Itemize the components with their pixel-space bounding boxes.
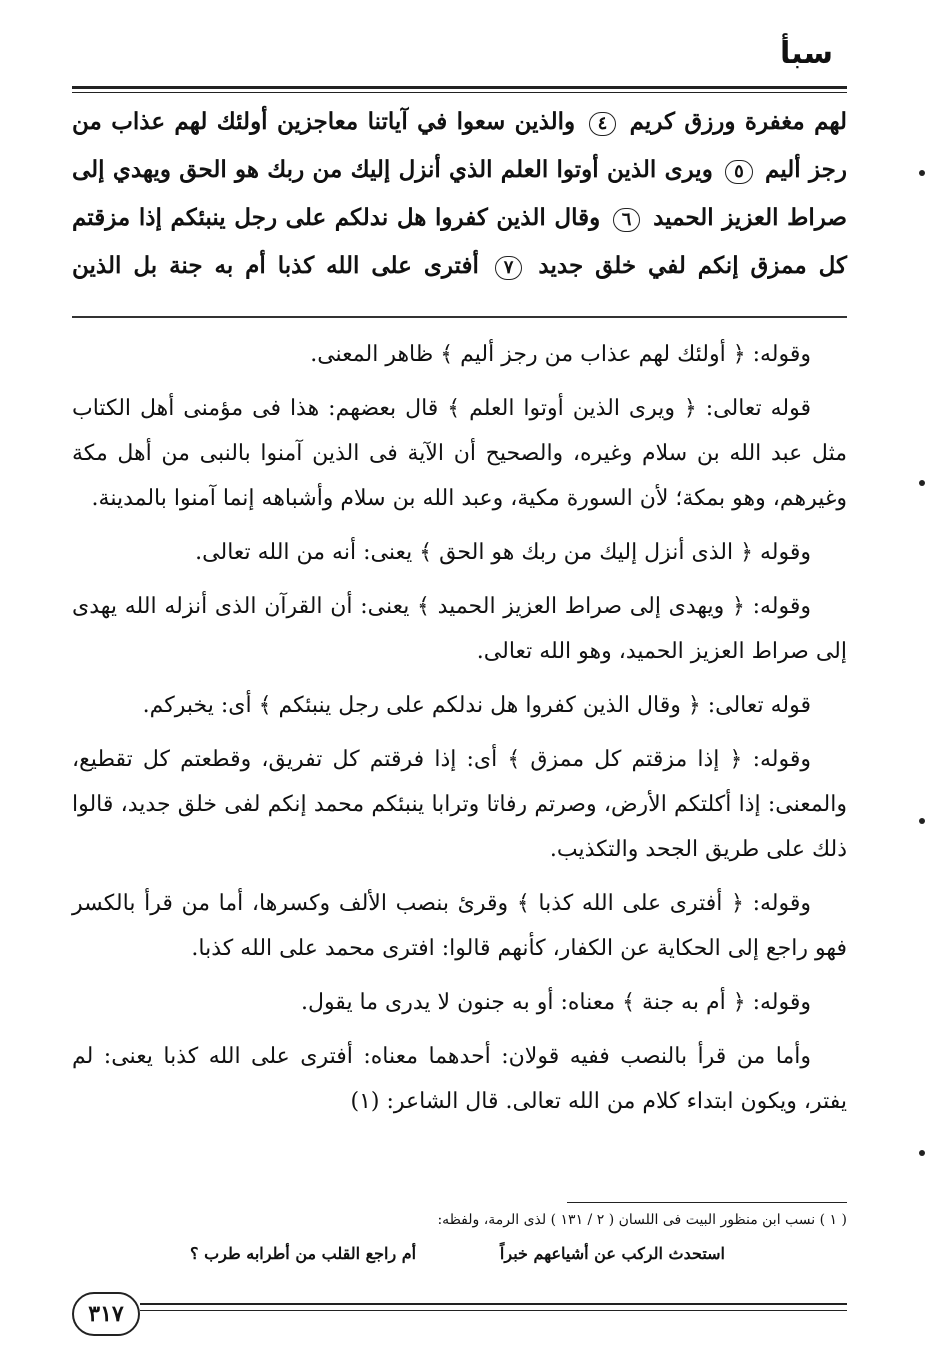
verses-divider xyxy=(72,316,847,318)
poem-second-hemistich: أم راجع القلب من أطرابه طرب ؟ xyxy=(190,1244,417,1263)
verse-text: وقال الذين كفروا هل ندلكم على رجل ينبئكم إذا مزقتم كل ممزق إنكم لفي خلق جديد xyxy=(72,204,847,279)
commentary-paragraph: قوله تعالى: ﴿ وقال الذين كفروا هل ندلكم على رجل ينبئكم ﴾ أى: يخبركم. xyxy=(142,693,811,718)
verse-text: ويرى الذين أوتوا العلم الذي أنزل إليك من ربك هو الحق ويهدي إلى صراط العزيز الحميد xyxy=(72,156,847,231)
footer-rule-thin xyxy=(140,1310,847,1311)
ayah-number-marker: ٥ xyxy=(725,160,753,184)
commentary-paragraph: وقوله: ﴿ أم به جنة ﴾ معناه: أو به جنون لا يدرى ما يقول. xyxy=(300,990,811,1015)
verse-text: والذين سعوا في آياتنا معاجزين أولئك لهم عذاب من رجز أليم xyxy=(72,108,847,183)
commentary-paragraph: وقوله ﴿ الذى أنزل إليك من ربك هو الحق ﴾ يعنى: أنه من الله تعالى. xyxy=(195,540,811,565)
commentary-body xyxy=(72,332,847,1133)
ayah-number-marker: ٤ xyxy=(589,112,617,136)
margin-dot xyxy=(919,818,925,824)
footnote-divider xyxy=(567,1202,847,1203)
footnote-text: ( ١ ) نسب ابن منظور البيت فى اللسان ( ٢ / ١٣١ ) لذى الرمة، ولفظه: xyxy=(437,1212,847,1228)
commentary-paragraph: قوله تعالى: ﴿ ويرى الذين أوتوا العلم ﴾ قال بعضهم: هذا فى مؤمنى أهل الكتاب مثل عبد الله بن سلام وغيره، والصحيح أن الآية فى الذين آمنوا بالنبى من أهل مكة وغيرهم، وهو بمكة؛ لأن السورة مكية، وعبد الله بن سلام وأشباهه إنما آمنوا بالمدينة. xyxy=(72,396,847,511)
poem-first-hemistich: استحدث الركب عن أشياعهم خبراً xyxy=(499,1244,725,1263)
margin-dot xyxy=(919,1150,925,1156)
page-number: ٣١٧ xyxy=(72,1292,140,1336)
commentary-paragraph: وقوله: ﴿ ويهدى إلى صراط العزيز الحميد ﴾ يعنى: أن القرآن الذى أنزله الله يهدى إلى صراط العزيز الحميد، وهو الله تعالى. xyxy=(72,594,847,664)
ayah-number-marker: ٦ xyxy=(613,208,641,232)
ayah-number-marker: ٧ xyxy=(495,256,523,280)
header-rule-thin xyxy=(72,92,847,93)
verse-text: أفترى على الله كذبا أم به جنة بل الذين xyxy=(72,252,479,279)
verse-text: لهم مغفرة ورزق كريم xyxy=(629,108,847,135)
commentary-paragraph: وقوله: ﴿ إذا مزقتم كل ممزق ﴾ أى: إذا فرقتم كل تفريق، وقطعتم كل تقطيع، والمعنى: إذا أكلتكم الأرض، وصرتم رفاتا وترابا ينبئكم محمد إنكم لفى خلق جديد، قالوا ذلك على طريق الجحد والتكذيب. xyxy=(72,747,847,862)
commentary-paragraph: وقوله: ﴿ أفترى على الله كذبا ﴾ وقرئ بنصب الألف وكسرها، أما من قرأ بالكسر فهو راجع إلى الحكاية عن الكفار، كأنهم قالوا: افترى محمد على الله كذبا. xyxy=(72,891,847,961)
surah-title: سبأ xyxy=(779,36,833,71)
margin-dot xyxy=(919,170,925,176)
commentary-paragraph: وأما من قرأ بالنصب ففيه قولان: أحدهما معناه: أفترى على الله كذبا يعنى: لم يفتر، ويكون ابتداء كلام من الله تعالى. قال الشاعر: (١) xyxy=(72,1044,847,1114)
margin-dot xyxy=(919,480,925,486)
quran-verses-block xyxy=(72,98,847,290)
poem-verse xyxy=(190,1244,725,1263)
commentary-paragraph: وقوله: ﴿ أولئك لهم عذاب من رجز أليم ﴾ ظاهر المعنى. xyxy=(310,342,811,367)
footer-rule xyxy=(140,1303,847,1305)
header-rule xyxy=(72,86,847,89)
